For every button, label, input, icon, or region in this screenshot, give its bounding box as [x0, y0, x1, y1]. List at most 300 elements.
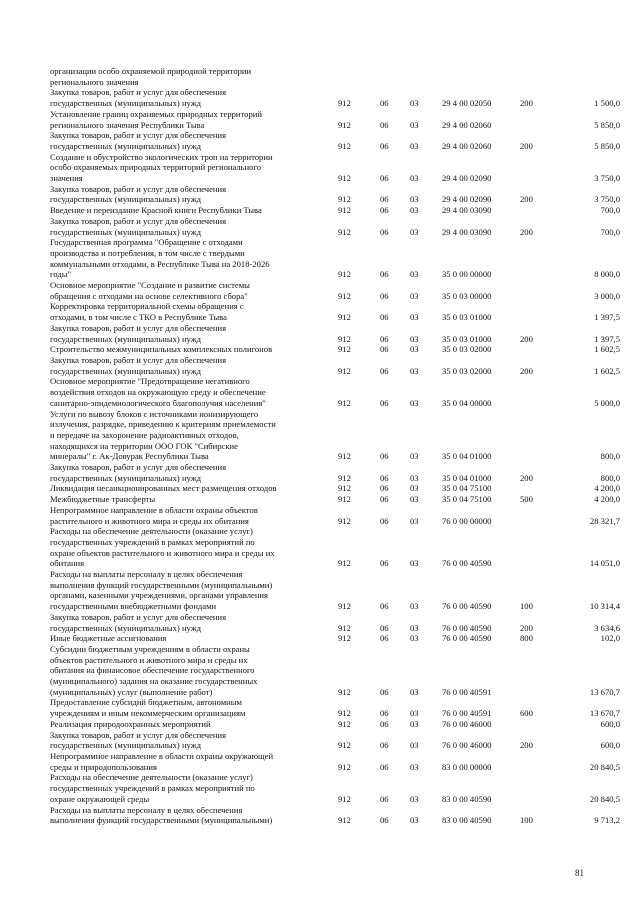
pr-cell: 03	[410, 761, 419, 772]
ved-cell: 912	[338, 622, 351, 633]
vr-cell: 200	[520, 226, 533, 237]
row-name-line: обитания на финансовое обеспечение государственного	[50, 665, 255, 676]
pr-cell: 03	[410, 708, 419, 719]
pr-cell: 03	[410, 333, 419, 344]
pr-cell: 03	[410, 483, 419, 494]
row-name-line: Установление границ охраняемых природных территорий	[50, 108, 262, 119]
pr-cell: 03	[410, 173, 419, 184]
csr-cell: 35 0 04 75100	[442, 483, 492, 494]
row-name-line: регионального значения Республики Тыва	[50, 119, 205, 130]
row-name	[50, 569, 328, 612]
row-name	[50, 376, 328, 408]
ved-cell: 912	[338, 515, 351, 526]
row-name-line: Расходы на обеспечение деятельности (оказание услуг)	[50, 772, 253, 783]
rz-cell: 06	[380, 815, 389, 826]
ved-cell: 912	[338, 483, 351, 494]
ved-cell: 912	[338, 333, 351, 344]
row-name	[50, 355, 328, 376]
row-name-line: государственными внебюджетными фондами	[50, 601, 217, 612]
row-name-line: Строительство межмуниципальных комплексных полигонов	[50, 344, 273, 355]
rz-cell: 06	[380, 483, 389, 494]
ved-cell: 912	[338, 451, 351, 462]
csr-cell: 35 0 04 75100	[442, 494, 492, 505]
ved-cell: 912	[338, 708, 351, 719]
table-row	[50, 494, 620, 505]
row-name-line: санитарно-эпидемиологического благополучия населения"	[50, 397, 266, 408]
vr-cell	[520, 644, 560, 698]
pr-cell: 03	[410, 205, 419, 216]
row-name-line: находящихся на территории ООО ГОК "Сибирские	[50, 440, 238, 451]
vr-cell	[520, 526, 560, 569]
vr-cell	[520, 483, 560, 494]
csr-cell: 35 0 00 00000	[442, 269, 492, 280]
csr-cell: 76 0 00 40590	[442, 633, 492, 644]
row-name	[50, 612, 328, 633]
row-name-line: (муниципального) задания на оказание государственных	[50, 676, 258, 687]
table-row	[50, 730, 620, 751]
csr-cell: 76 0 00 40590	[442, 622, 492, 633]
table-row	[50, 644, 620, 698]
table-row	[50, 344, 620, 355]
csr-cell: 83 0 00 00000	[442, 761, 492, 772]
rz-cell: 06	[380, 740, 389, 751]
row-name-line: Закупка товаров, работ и услуг для обеспечения	[50, 322, 227, 333]
csr-cell: 35 0 03 02000	[442, 344, 492, 355]
pr-cell: 03	[410, 119, 419, 130]
row-name	[50, 184, 328, 205]
pr-cell: 03	[410, 269, 419, 280]
ved-cell: 912	[338, 205, 351, 216]
row-name-line: Межбюджетные трансферты	[50, 494, 156, 505]
vr-cell	[520, 719, 560, 730]
rz-cell	[380, 66, 410, 87]
row-name	[50, 205, 328, 216]
row-name-line: Реализация природоохранных мероприятий	[50, 718, 211, 729]
ved-cell: 912	[338, 365, 351, 376]
row-name-line: государственных (муниципальных) нужд	[50, 140, 202, 151]
pr-cell: 03	[410, 740, 419, 751]
rz-cell: 06	[380, 290, 389, 301]
pr-cell: 03	[410, 793, 419, 804]
sum-cell: 800,0	[600, 451, 620, 462]
pr-cell: 03	[410, 601, 419, 612]
row-name	[50, 505, 328, 526]
sum-cell: 3 750,0	[594, 194, 620, 205]
row-name	[50, 323, 328, 344]
sum-cell: 4 200,0	[594, 483, 620, 494]
ved-cell: 912	[338, 633, 351, 644]
rz-cell: 06	[380, 686, 389, 697]
csr-cell: 35 0 03 00000	[442, 290, 492, 301]
table-row	[50, 633, 620, 644]
pr-cell: 03	[410, 622, 419, 633]
sum-cell: 14 051,0	[589, 558, 620, 569]
sum-cell: 102,0	[600, 633, 620, 644]
vr-cell	[520, 301, 560, 322]
row-name-line: обитания	[50, 558, 85, 569]
rz-cell: 06	[380, 515, 389, 526]
sum-cell: 5 000,0	[594, 397, 620, 408]
row-name-line: Закупка товаров, работ и услуг для обеспечения	[50, 87, 227, 98]
row-name-line: Непрограммное направление в области охраны объектов	[50, 504, 258, 515]
sum-cell	[560, 66, 620, 87]
rz-cell: 06	[380, 472, 389, 483]
ved-cell: 912	[338, 761, 351, 772]
pr-cell: 03	[410, 312, 419, 323]
csr-cell: 76 0 00 40591	[442, 708, 492, 719]
row-name-line: охране объектов растительного и животного мира и среды их	[50, 547, 275, 558]
vr-cell	[520, 505, 560, 526]
sum-cell: 4 200,0	[594, 494, 620, 505]
sum-cell: 10 314,4	[589, 601, 620, 612]
pr-cell: 03	[410, 472, 419, 483]
pr-cell: 03	[410, 365, 419, 376]
row-name-line: государственных (муниципальных) нужд	[50, 226, 202, 237]
rz-cell: 06	[380, 119, 389, 130]
vr-cell	[520, 109, 560, 130]
row-name-line: Предоставление субсидий бюджетным, автономным	[50, 697, 242, 708]
sum-cell: 20 840,5	[589, 761, 620, 772]
ved-cell: 912	[338, 740, 351, 751]
sum-cell: 20 840,5	[589, 793, 620, 804]
ved-cell: 912	[338, 472, 351, 483]
csr-cell: 76 0 00 46000	[442, 718, 492, 729]
ved-cell: 912	[338, 718, 351, 729]
ved-cell: 912	[338, 312, 351, 323]
rz-cell: 06	[380, 558, 389, 569]
rz-cell: 06	[380, 761, 389, 772]
row-name-line: государственных (муниципальных) нужд	[50, 333, 202, 344]
pr-cell: 03	[410, 686, 419, 697]
vr-cell: 100	[520, 815, 533, 826]
rz-cell: 06	[380, 312, 389, 323]
table-row	[50, 409, 620, 463]
row-name	[50, 772, 328, 804]
row-name-line: коммунальными отходами, в Республике Тыва на 2018-2026	[50, 258, 270, 269]
row-name	[50, 719, 328, 730]
row-name-line: Закупка товаров, работ и услуг для обеспечения	[50, 354, 227, 365]
csr-cell: 83 0 00 40590	[442, 815, 492, 826]
row-name-line: государственных (муниципальных) нужд	[50, 472, 202, 483]
row-name-line: выполнения функций государственными (муниципальными)	[50, 579, 273, 590]
table-row	[50, 216, 620, 237]
row-name-line: Закупка товаров, работ и услуг для обеспечения	[50, 183, 227, 194]
row-name	[50, 109, 328, 130]
table-row	[50, 184, 620, 205]
row-name-line: Закупка товаров, работ и услуг для обеспечения	[50, 611, 227, 622]
row-name-line: особо охраняемых природных территорий регионального	[50, 162, 262, 173]
rz-cell: 06	[380, 708, 389, 719]
table-row	[50, 462, 620, 483]
table-row	[50, 323, 620, 344]
row-name-line: учреждениям и иным некоммерческим организациям	[50, 708, 246, 719]
row-name-line: значения	[50, 173, 83, 184]
vr-cell: 600	[520, 708, 533, 719]
row-name	[50, 216, 328, 237]
row-name-line: Корректировка территориальной схемы обращения с	[50, 301, 244, 312]
table-row	[50, 697, 620, 718]
csr-cell: 76 0 00 40591	[442, 686, 492, 697]
sum-cell: 28 321,7	[589, 515, 620, 526]
ved-cell: 912	[338, 601, 351, 612]
rz-cell: 06	[380, 365, 389, 376]
vr-cell: 200	[520, 365, 533, 376]
pr-cell: 03	[410, 633, 419, 644]
rz-cell: 06	[380, 226, 389, 237]
row-name-line: государственных (муниципальных) нужд	[50, 622, 202, 633]
row-name	[50, 462, 328, 483]
row-name-line: Государственная программа "Обращение с отходами	[50, 237, 243, 248]
vr-cell: 200	[520, 140, 533, 151]
row-name-line: Основное мероприятие "Создание и развитие системы	[50, 280, 250, 291]
csr-cell: 29 4 00 02090	[442, 173, 492, 184]
row-name-line: Расходы на обеспечение деятельности (оказание услуг)	[50, 526, 253, 537]
pr-cell: 03	[410, 397, 419, 408]
pr-cell: 03	[410, 140, 419, 151]
table-row	[50, 526, 620, 569]
csr-cell: 83 0 00 40590	[442, 793, 492, 804]
row-name	[50, 494, 328, 505]
vr-cell: 800	[520, 633, 533, 644]
pr-cell: 03	[410, 194, 419, 205]
sum-cell: 13 670,7	[589, 686, 620, 697]
row-name-line: государственных учреждений в рамках мероприятий по	[50, 783, 255, 794]
budget-rows	[50, 66, 620, 826]
row-name-line: выполнения функций государственными (муниципальными)	[50, 815, 273, 826]
pr-cell: 03	[410, 515, 419, 526]
sum-cell: 1 397,5	[594, 333, 620, 344]
row-name	[50, 526, 328, 569]
row-name-line: Закупка товаров, работ и услуг для обеспечения	[50, 729, 227, 740]
sum-cell: 700,0	[600, 226, 620, 237]
row-name	[50, 644, 328, 698]
rz-cell: 06	[380, 333, 389, 344]
row-name	[50, 697, 328, 718]
csr-cell: 76 0 00 00000	[442, 515, 492, 526]
vr-cell: 200	[520, 622, 533, 633]
csr-cell: 35 0 03 01000	[442, 312, 492, 323]
pr-cell: 03	[410, 451, 419, 462]
table-row	[50, 301, 620, 322]
vr-cell	[520, 344, 560, 355]
ved-cell: 912	[338, 686, 351, 697]
row-name-line: Субсидии бюджетным учреждениям в области охраны	[50, 643, 250, 654]
row-name	[50, 751, 328, 772]
vr-cell	[520, 772, 560, 804]
row-name-line: Закупка товаров, работ и услуг для обеспечения	[50, 462, 227, 473]
table-row	[50, 376, 620, 408]
row-name-line: Введение и переиздание Красной книги Республики Тыва	[50, 205, 262, 216]
rz-cell: 06	[380, 194, 389, 205]
row-name-line: отходами, в том числе с ТКО в Республике Тыва	[50, 312, 227, 323]
rz-cell: 06	[380, 269, 389, 280]
row-name-line: Закупка товаров, работ и услуг для обеспечения	[50, 215, 227, 226]
table-row	[50, 772, 620, 804]
rz-cell: 06	[380, 718, 389, 729]
row-name-line: и передаче на захоронение радиоактивных отходов,	[50, 429, 239, 440]
table-row	[50, 805, 620, 826]
table-row	[50, 280, 620, 301]
ved-cell: 912	[338, 194, 351, 205]
ved-cell	[328, 66, 380, 87]
csr-cell: 29 4 00 02090	[442, 194, 492, 205]
csr-cell: 76 0 00 40590	[442, 558, 492, 569]
csr-cell: 35 0 04 01000	[442, 451, 492, 462]
table-row	[50, 87, 620, 108]
sum-cell: 1 397,5	[594, 312, 620, 323]
vr-cell: 200	[520, 472, 533, 483]
ved-cell: 912	[338, 98, 351, 109]
sum-cell: 600,0	[600, 740, 620, 751]
table-row	[50, 505, 620, 526]
ved-cell: 912	[338, 269, 351, 280]
row-name-line: (муниципальных) услуг (выполнение работ)	[50, 686, 213, 697]
csr-cell: 29 4 00 02050	[442, 98, 492, 109]
row-name-line: Закупка товаров, работ и услуг для обеспечения	[50, 130, 227, 141]
row-name-line: Услуги по вывозу блоков с источниками ионизирующего	[50, 408, 259, 419]
pr-cell: 03	[410, 815, 419, 826]
row-name-line: годы"	[50, 269, 72, 280]
vr-cell	[520, 237, 560, 280]
vr-cell: 200	[520, 333, 533, 344]
row-name-line: регионального значения	[50, 76, 139, 87]
sum-cell: 13 670,7	[589, 708, 620, 719]
row-name-line: среды и природопользования	[50, 761, 157, 772]
csr-cell: 29 4 00 02060	[442, 119, 492, 130]
row-name-line: государственных (муниципальных) нужд	[50, 740, 202, 751]
csr-cell	[442, 66, 520, 87]
rz-cell: 06	[380, 140, 389, 151]
row-name-line: растительного и животного мира и среды их обитания	[50, 515, 249, 526]
table-row	[50, 109, 620, 130]
vr-cell	[520, 409, 560, 463]
row-name-line: государственных (муниципальных) нужд	[50, 194, 202, 205]
row-name-line: Расходы на выплаты персоналу в целях обеспечения	[50, 569, 243, 580]
pr-cell: 03	[410, 226, 419, 237]
row-name	[50, 280, 328, 301]
row-name-line: воздействия отходов на окружающую среду и обеспечение	[50, 387, 266, 398]
row-name-line: охране окружающей среды	[50, 793, 150, 804]
rz-cell: 06	[380, 205, 389, 216]
ved-cell: 912	[338, 140, 351, 151]
row-name-line: излучения, разрядке, приведению к критериям приемлемости	[50, 419, 276, 430]
row-name	[50, 409, 328, 463]
row-name-line: объектов растительного и животного мира и среды их	[50, 654, 248, 665]
ved-cell: 912	[338, 173, 351, 184]
vr-cell	[520, 280, 560, 301]
row-name	[50, 130, 328, 151]
row-name-line: государственных учреждений в рамках мероприятий по	[50, 536, 255, 547]
row-name	[50, 66, 328, 87]
csr-cell: 76 0 00 46000	[442, 740, 492, 751]
table-row	[50, 205, 620, 216]
sum-cell: 3 634,6	[594, 622, 620, 633]
rz-cell: 06	[380, 793, 389, 804]
budget-table	[50, 66, 620, 826]
row-name-line: Ликвидация несанкционированных мест размещения отходов	[50, 483, 277, 494]
row-name-line: Расходы на выплаты персоналу в целях обеспечения	[50, 804, 243, 815]
vr-cell: 500	[520, 494, 533, 505]
ved-cell: 912	[338, 397, 351, 408]
row-name	[50, 730, 328, 751]
csr-cell: 35 0 03 02000	[442, 365, 492, 376]
sum-cell: 9 713,2	[594, 815, 620, 826]
rz-cell: 06	[380, 633, 389, 644]
sum-cell: 5 850,0	[594, 119, 620, 130]
vr-cell: 200	[520, 98, 533, 109]
table-row	[50, 355, 620, 376]
row-name-line: обращения с отходами на основе селективного сбора"	[50, 290, 248, 301]
vr-cell	[520, 66, 560, 87]
rz-cell: 06	[380, 344, 389, 355]
csr-cell: 29 4 00 02060	[442, 140, 492, 151]
table-row	[50, 237, 620, 280]
row-name-line: минералы" г. Ак-Довурак Республики Тыва	[50, 451, 209, 462]
rz-cell: 06	[380, 173, 389, 184]
pr-cell: 03	[410, 344, 419, 355]
sum-cell: 3 750,0	[594, 173, 620, 184]
row-name	[50, 87, 328, 108]
rz-cell: 06	[380, 397, 389, 408]
pr-cell	[410, 66, 442, 87]
row-name-line: организации особо охраняемой природной территории	[50, 66, 252, 76]
ved-cell: 912	[338, 344, 351, 355]
pr-cell: 03	[410, 494, 419, 505]
sum-cell: 1 602,5	[594, 365, 620, 376]
row-name	[50, 301, 328, 322]
csr-cell: 35 0 04 00000	[442, 397, 492, 408]
table-row	[50, 66, 620, 87]
table-row	[50, 719, 620, 730]
pr-cell: 03	[410, 718, 419, 729]
sum-cell: 5 850,0	[594, 140, 620, 151]
vr-cell: 100	[520, 601, 533, 612]
vr-cell: 200	[520, 194, 533, 205]
pr-cell: 03	[410, 558, 419, 569]
sum-cell: 3 000,0	[594, 290, 620, 301]
vr-cell: 200	[520, 740, 533, 751]
row-name	[50, 805, 328, 826]
sum-cell: 1 602,5	[594, 344, 620, 355]
sum-cell: 1 500,0	[594, 98, 620, 109]
rz-cell: 06	[380, 622, 389, 633]
csr-cell: 35 0 04 01000	[442, 472, 492, 483]
sum-cell: 800,0	[600, 472, 620, 483]
row-name-line: государственных (муниципальных) нужд	[50, 365, 202, 376]
row-name-line: Создание и обустройство экологических троп на территории	[50, 151, 273, 162]
vr-cell	[520, 152, 560, 184]
table-row	[50, 569, 620, 612]
sum-cell: 600,0	[600, 718, 620, 729]
table-row	[50, 483, 620, 494]
row-name-line: Иные бюджетные ассигнования	[50, 633, 167, 644]
vr-cell	[520, 205, 560, 216]
row-name-line: Основное мероприятие "Предотвращение негативного	[50, 376, 250, 387]
row-name	[50, 152, 328, 184]
row-name	[50, 483, 328, 494]
pr-cell: 03	[410, 98, 419, 109]
ved-cell: 912	[338, 815, 351, 826]
vr-cell	[520, 376, 560, 408]
ved-cell: 912	[338, 793, 351, 804]
row-name	[50, 237, 328, 280]
page-number: 81	[575, 868, 584, 878]
row-name-line: органами, казенными учреждениями, органами управления	[50, 590, 268, 601]
rz-cell: 06	[380, 494, 389, 505]
table-row	[50, 612, 620, 633]
ved-cell: 912	[338, 290, 351, 301]
csr-cell: 29 4 00 03090	[442, 226, 492, 237]
